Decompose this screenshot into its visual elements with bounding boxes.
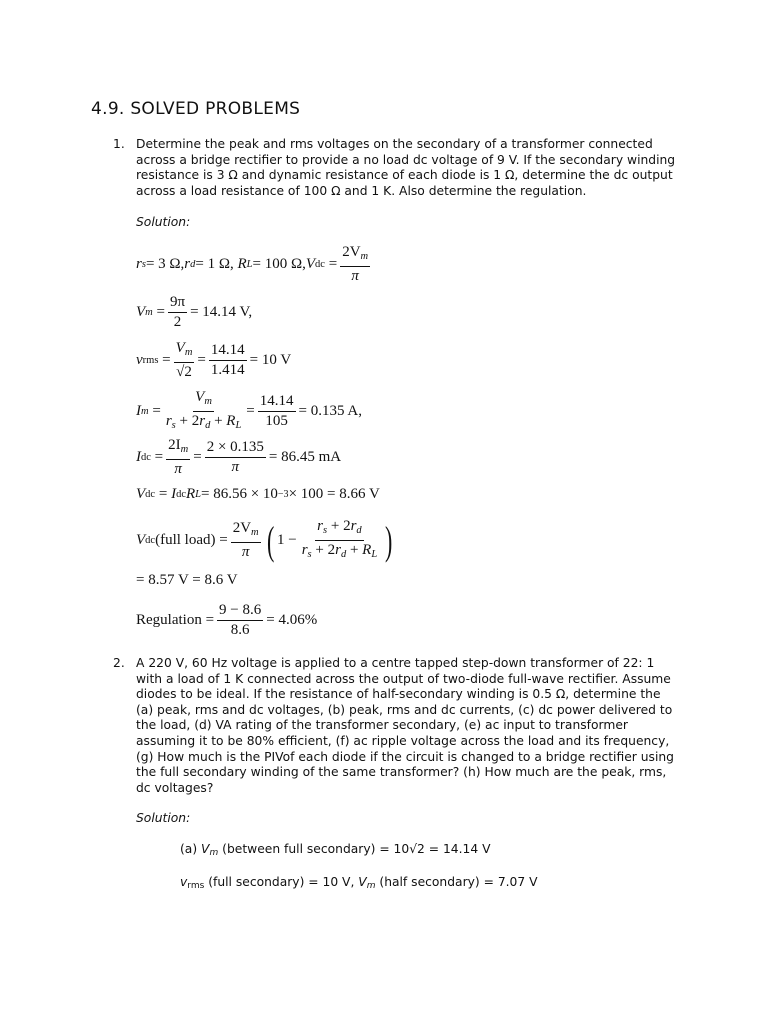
equation-vrms: v rms = $\frac{V_m}{√2}$ = $\frac{14.14}{1.414}$ = 10 V: [136, 340, 292, 380]
problem-2-solution-label: Solution:: [136, 811, 191, 825]
solution-line-b: vrms (full secondary) = 10 V, Vm (half secondary) = 7.07 V: [180, 875, 538, 891]
equation-vm: V m = $\frac{9\pi}{2}$ = 14.14 V,: [136, 294, 253, 330]
problem-2-number: 2.: [113, 656, 125, 670]
equation-idc: I dc = $\frac{2I_m}{\pi}$ = $\frac{2 \times 0.135}{\pi}$ = 86.45 mA: [136, 437, 342, 477]
problem-1-solution-label: Solution:: [136, 215, 191, 229]
problem-2-text: A 220 V, 60 Hz voltage is applied to a centre tapped step-down transformer of 22: 1 with a load of 1 K connected across the output of two-diode full-wave rectifier. Assume diodes to be ideal. If the resistance of half-secondary winding is 0.5 Ω, determine the (a) peak, rms and dc voltages, (b) peak, rms and dc currents, (c) dc power delivered to the load, (d) VA rating of the transformer secondary, (e) ac input to transformer assuming it to be 80% efficient, (f) ac ripple voltage across the load and its frequency, (g) How much is the PIVof each diode if the circuit is changed to a bridge rectifier using the full secondary winding of the same transformer? (h) How much are the peak, rms, dc voltages?: [136, 656, 674, 795]
equation-given-values: r s = 3 Ω, r d = 1 Ω, R L = 100 Ω, V dc = $\frac{2V_m}{\pi}$: [136, 244, 369, 284]
solution-line-a: (a) Vm (between full secondary) = 10√2 = 14.14 V: [180, 842, 491, 858]
equation-vdc: V dc = I dc R L = 86.56 × 10 −3 × 100 = 8.66 V: [136, 486, 380, 502]
equation-full-load-result: = 8.57 V = 8.6 V: [136, 572, 238, 588]
problem-1-number: 1.: [113, 137, 125, 151]
equation-vdc-full-load: V dc (full load) = $\frac{2V_m}{\pi}$ ( 1 − $\frac{r_s + 2r_d}{r_s + 2r_d + R_L}$ ): [136, 517, 393, 563]
equation-im: I m = $\frac{V_m}{r_s + 2r_d + R_L}$ = $\frac{14.14}{105}$ = 0.135 A,: [136, 389, 362, 431]
problem-1-text: Determine the peak and rms voltages on the secondary of a transformer connected across a bridge rectifier to provide a no load dc voltage of 9 V. If the secondary winding resistance is 3 Ω and dynamic resistance of each diode is 1 Ω, determine the dc output across a load resistance of 100 Ω and 1 K. Also determine the regulation.: [136, 137, 676, 198]
equation-regulation: Regulation = $\frac{9 - 8.6}{8.6}$ = 4.06%: [136, 602, 318, 638]
section-heading: 4.9. SOLVED PROBLEMS: [91, 99, 301, 119]
